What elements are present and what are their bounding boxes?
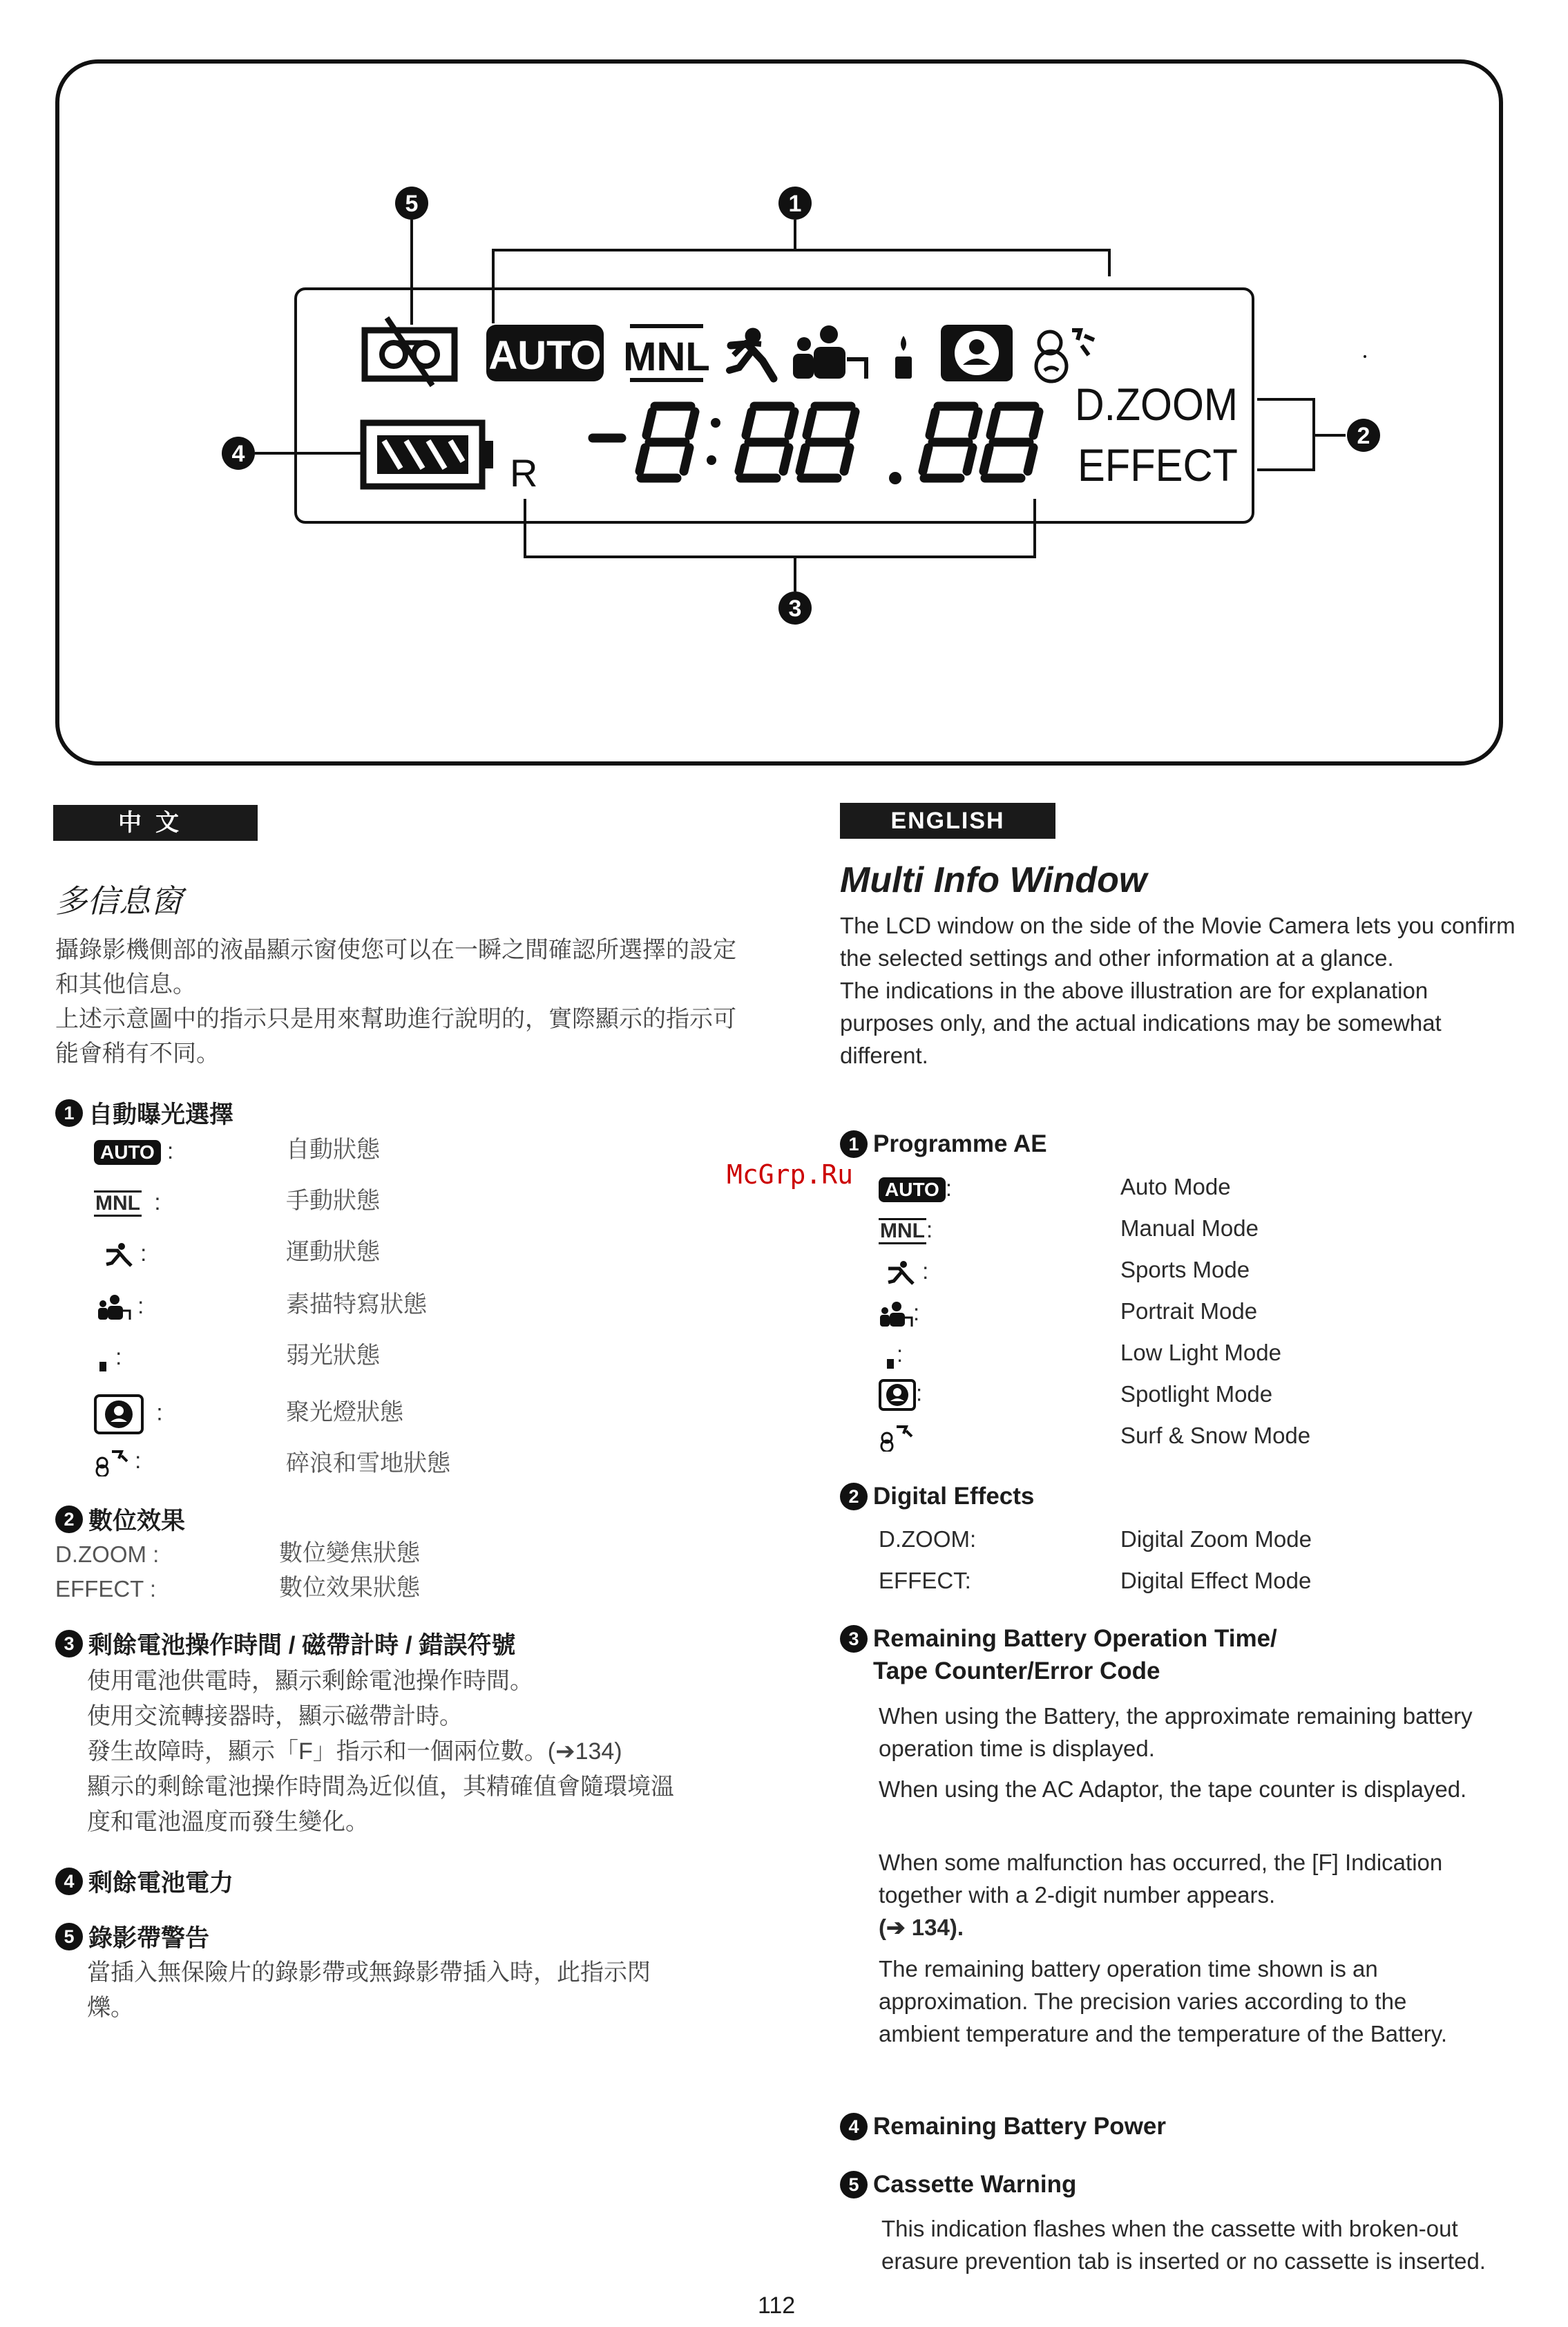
spotlight-icon [94,1394,144,1434]
en-ae-row-sports: : [886,1257,928,1285]
cassette-warning-icon [365,318,455,386]
svg-text:4: 4 [231,441,245,467]
zh-section-3-title: 剩餘電池操作時間 / 磁帶計時 / 錯誤符號 [88,1632,516,1659]
number-1-icon: 1 [840,1130,868,1158]
zh-s3-line: 發生故障時，顯示「F」指示和一個兩位數。(➔134) [87,1738,622,1765]
en-ae-row-low-light: : [884,1340,903,1369]
zh-section-5-title: 錄影帶警告 [88,1925,210,1952]
en-ae-label: Spotlight Mode [1120,1381,1273,1407]
number-4-icon: 4 [840,2113,868,2140]
callout-1 [493,187,1109,323]
number-2-icon: 2 [55,1506,83,1533]
en-dzoom-label: Digital Zoom Mode [1120,1526,1312,1552]
chinese-intro [55,933,739,1071]
zh-s3-line: 度和電池溫度而發生變化。 [87,1809,369,1835]
spotlight-icon [879,1379,916,1411]
lcd-counter [593,406,1039,484]
en-section-3-title-1: Remaining Battery Operation Time/ [873,1625,1277,1652]
en-s3-p4: The remaining battery operation time shown is an approximation. The precision varies according to the ambient temperature and the temperature of the Battery. [879,1956,1448,2046]
english-intro-2: The indications in the above illustration are for explanation purposes only, and the actual indications may be somewhat different. [840,978,1442,1068]
mnl-badge-icon: MNL [94,1190,142,1217]
callout-5 [395,187,428,325]
zh-ae-row-portrait: : [97,1292,144,1320]
watermark: McGrp.Ru [727,1159,854,1190]
en-s3-p2: When using the AC Adaptor, the tape counter is displayed. [879,1776,1467,1802]
chinese-intro-1: 攝錄影機側部的液晶顯示窗使您可以在一瞬之間確認所選擇的設定和其他信息。 [55,937,736,998]
low-light-icon [884,1342,897,1369]
en-s3-p3 [879,1846,1493,1944]
zh-ae-label: 弱光狀態 [286,1342,380,1369]
zh-section-2-heading [55,1502,185,1537]
en-ae-row-portrait: : [879,1299,919,1327]
en-ae-label: Auto Mode [1120,1174,1231,1199]
svg-text:MNL: MNL [623,334,710,379]
en-ae-label: Surf & Snow Mode [1120,1423,1311,1448]
svg-text:AUTO: AUTO [488,333,602,378]
number-4-icon: 4 [55,1868,83,1895]
chinese-section-label: 中文 [53,805,258,841]
en-ae-label: Sports Mode [1120,1257,1250,1282]
surf-snow-icon [94,1447,128,1476]
en-section-3-heading [840,1625,1277,1687]
en-effect-label: Digital Effect Mode [1120,1568,1312,1593]
svg-text:5: 5 [405,191,419,217]
lcd-dzoom-label: D.ZOOM [1075,379,1238,430]
en-s3-p3-ref: (➔ 134). [879,1915,964,1940]
zh-ae-row-auto: AUTO : [94,1137,173,1165]
number-5-icon: 5 [55,1923,83,1950]
low-light-icon [97,1345,109,1371]
english-title: Multi Info Window [840,860,1147,900]
callout-4 [222,437,362,470]
en-ae-row-surf-snow [879,1422,913,1452]
en-section-1-title: Programme AE [873,1130,1047,1157]
zh-ae-row-mnl: MNL : [94,1188,161,1217]
lcd-battery-icon [363,423,493,486]
lcd-spotlight-icon [941,325,1013,381]
sports-icon [104,1242,134,1267]
zh-section-5-body [87,1955,750,2026]
zh-section-4-heading [55,1864,233,1899]
number-3-icon: 3 [840,1625,868,1653]
lcd-sports-icon [729,328,774,379]
zh-effect-label: 數位效果狀態 [279,1575,420,1601]
en-dzoom-key: D.ZOOM: [879,1526,977,1552]
zh-ae-label: 手動狀態 [286,1188,380,1214]
en-ae-label: Portrait Mode [1120,1298,1258,1324]
en-section-2-heading [840,1483,1034,1510]
surf-snow-icon [879,1423,913,1452]
lcd-diagram [0,0,1568,774]
number-3-icon: 3 [55,1630,83,1658]
en-section-1-heading [840,1130,1047,1158]
zh-ae-row-sports: : [104,1240,146,1267]
callout-3 [525,499,1035,625]
chinese-intro-2: 上述示意圖中的指示只是用來幫助進行說明的，實際顯示的指示可能會稍有不同。 [55,1006,736,1067]
en-effect-key: EFFECT: [879,1568,971,1593]
lcd-r-indicator: R [510,451,538,495]
en-s3-p1: When using the Battery, the approximate remaining battery operation time is displayed. [879,1703,1473,1761]
en-ae-row-mnl: MNL: [879,1216,933,1244]
page-number: 112 [758,2292,796,2319]
number-1-icon: 1 [55,1099,83,1127]
lcd-portrait-icon [793,325,866,379]
english-section-label: ENGLISH [840,803,1055,839]
en-section-4-title: Remaining Battery Power [873,2113,1166,2140]
zh-section-1-title: 自動曝光選擇 [88,1101,234,1128]
en-ae-row-spotlight: : [879,1379,922,1411]
number-5-icon: 5 [840,2171,868,2198]
zh-s3-line: 使用交流轉接器時，顯示磁帶計時。 [87,1703,463,1729]
zh-dzoom-key: D.ZOOM : [55,1541,160,1567]
svg-text:2: 2 [1357,423,1370,449]
en-ae-row-auto: AUTO : [879,1175,952,1202]
portrait-icon [879,1301,913,1327]
zh-ae-row-low-light: : [97,1343,122,1371]
zh-ae-row-surf-snow: : [94,1447,141,1476]
chinese-title: 多信息窗 [55,882,182,920]
zh-ae-row-spotlight: : [94,1394,163,1434]
zh-section-2-title: 數位效果 [88,1508,186,1535]
auto-badge-icon: AUTO [879,1177,946,1202]
zh-ae-label: 聚光燈狀態 [286,1399,403,1425]
mnl-badge-icon: MNL [879,1218,926,1244]
svg-text:1: 1 [788,191,802,217]
zh-s5-line: 當插入無保險片的錄影帶或無錄影帶插入時，此指示閃 [87,1959,651,1986]
zh-ae-label: 自動狀態 [286,1137,380,1163]
zh-section-5-heading [55,1919,209,1954]
zh-s5-line: 爍。 [87,1995,134,2021]
portrait-icon [97,1294,131,1320]
zh-dzoom-label: 數位變焦狀態 [279,1540,420,1566]
english-intro [840,909,1517,1072]
zh-section-3-heading [55,1626,515,1661]
en-section-5-heading [840,2171,1076,2198]
en-section-3-title-2: Tape Counter/Error Code [873,1658,1160,1684]
lcd-auto-badge [486,325,604,381]
number-2-icon: 2 [840,1483,868,1510]
english-intro-1: The LCD window on the side of the Movie Camera lets you confirm the selected settings and other information at a glance. [840,913,1516,971]
zh-s3-line: 顯示的剩餘電池操作時間為近似值，其精確值會隨環境溫 [87,1774,674,1800]
en-s5-p: This indication flashes when the cassette with broken-out erasure prevention tab is inserted or no cassette is inserted. [881,2216,1486,2274]
lcd-effect-label: EFFECT [1078,439,1238,491]
en-s3-p3-text: When some malfunction has occurred, the [F] Indication together with a 2-digit number appears. [879,1850,1443,1908]
en-section-5-title: Cassette Warning [873,2171,1077,2198]
auto-badge-icon: AUTO [94,1140,161,1165]
zh-section-4-title: 剩餘電池電力 [88,1870,234,1897]
lcd-surf-snow-icon [1036,330,1094,381]
zh-ae-label: 運動狀態 [286,1239,380,1265]
svg-text:3: 3 [788,596,802,622]
zh-s3-line: 使用電池供電時，顯示剩餘電池操作時間。 [87,1668,533,1694]
en-ae-label: Manual Mode [1120,1215,1259,1241]
zh-effect-key: EFFECT : [55,1576,157,1602]
en-ae-label: Low Light Mode [1120,1340,1281,1365]
callout-2 [1257,399,1380,470]
en-section-4-heading [840,2113,1166,2140]
zh-section-3-body [87,1664,750,1840]
zh-ae-label: 碎浪和雪地狀態 [286,1450,450,1476]
lcd-low-light-icon [895,336,912,379]
en-section-2-title: Digital Effects [873,1483,1035,1510]
zh-section-1-heading [55,1096,233,1130]
zh-ae-label: 素描特寫狀態 [286,1291,427,1318]
lcd-mnl-badge [623,326,710,380]
sports-icon [886,1260,916,1285]
